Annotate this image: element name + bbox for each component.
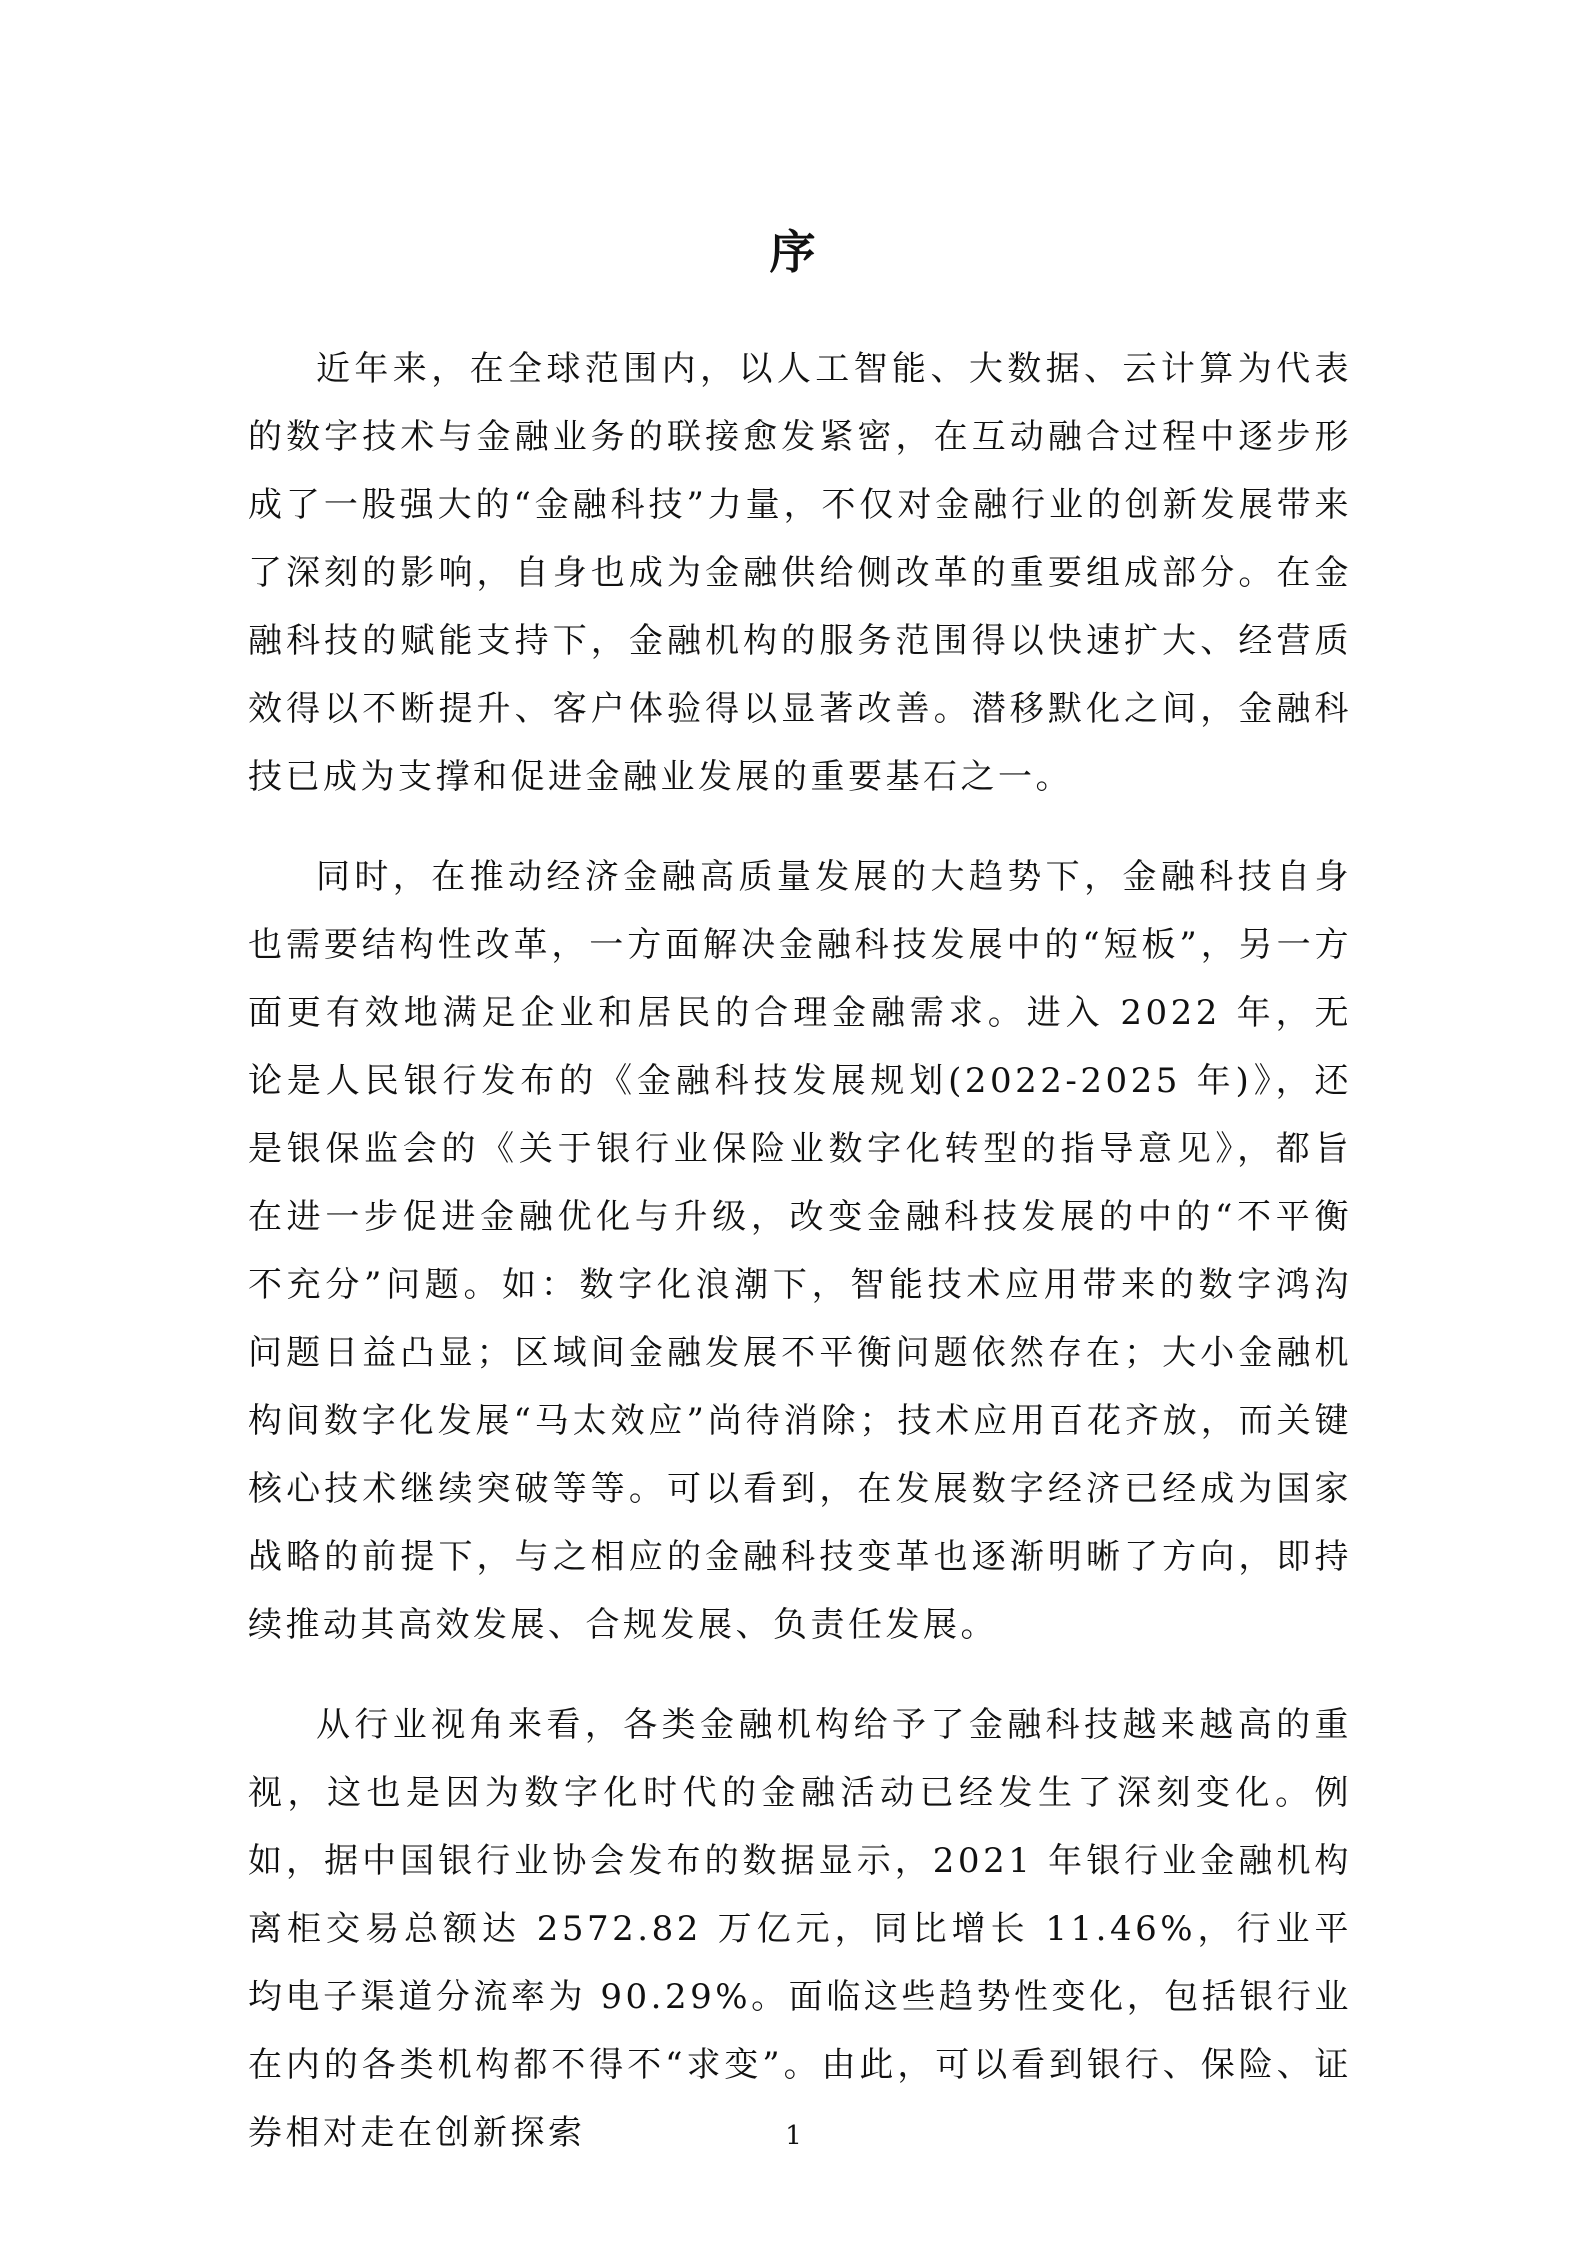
paragraph-2: 同时，在推动经济金融高质量发展的大趋势下，金融科技自身也需要结构性改革，一方面解决金融科技发展中的“短板”，另一方面更有效地满足企业和居民的合理金融需求。进入 2022 年，无论是人民银行发布的《金融科技发展规划(2022-2025 年)》，还是银保监会的《关于银行业保险业数字化转型的指导意见》，都旨在进一步促进金融优化与升级，改变金融科技发展的中的“不平衡不充分”问题。如：数字化浪潮下，智能技术应用带来的数字鸿沟问题日益凸显；区域间金融发展不平衡问题依然存在；大小金融机构间数字化发展“马太效应”尚待消除；技术应用百花齐放，而关键核心技术继续突破等等。可以看到，在发展数字经济已经成为国家战略的前提下，与之相应的金融科技变革也逐渐明晰了方向，即持续推动其高效发展、合规发展、负责任发展。 [248,857,1352,1645]
page-title: 序 [769,225,818,279]
page-number: 1 [785,2121,802,2151]
paragraph-1: 近年来，在全球范围内，以人工智能、大数据、云计算为代表的数字技术与金融业务的联接愈发紧密，在互动融合过程中逐步形成了一股强大的“金融科技”力量，不仅对金融行业的创新发展带来了深刻的影响，自身也成为金融供给侧改革的重要组成部分。在金融科技的赋能支持下，金融机构的服务范围得以快速扩大、经营质效得以不断提升、客户体验得以显著改善。潜移默化之间，金融科技已成为支撑和促进金融业发展的重要基石之一。 [248,349,1352,797]
body-text [248,335,1352,2199]
paragraph-3: 从行业视角来看，各类金融机构给予了金融科技越来越高的重视，这也是因为数字化时代的金融活动已经发生了深刻变化。例如，据中国银行业协会发布的数据显示，2021 年银行业金融机构离柜交易总额达 2572.82 万亿元，同比增长 11.46%，行业平均电子渠道分流率为 90.29%。面临这些趋势性变化，包括银行业在内的各类机构都不得不“求变”。由此，可以看到银行、保险、证券相对走在创新探索 [248,1705,1352,2153]
